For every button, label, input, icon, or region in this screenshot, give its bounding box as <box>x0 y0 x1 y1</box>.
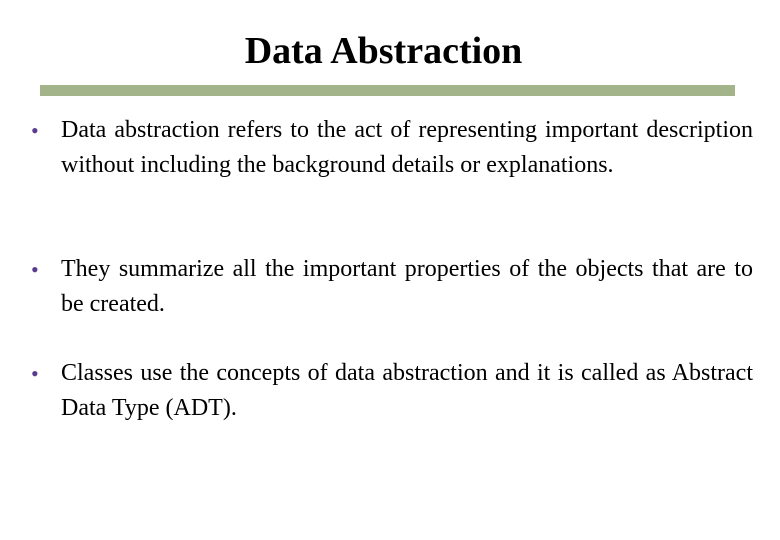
bullet-item <box>31 113 753 183</box>
slide-title: Data Abstraction <box>244 30 523 72</box>
bullet-icon: • <box>31 361 39 386</box>
bullet-text: They summarize all the important properties of the objects that are to be created. <box>61 256 753 317</box>
bullet-item <box>31 356 753 426</box>
bullet-icon: • <box>31 118 39 143</box>
bullet-text: Classes use the concepts of data abstraction and it is called as Abstract Data Type (ADT). <box>61 360 753 421</box>
bullet-item <box>31 252 753 322</box>
bullet-text: Data abstraction refers to the act of representing important description without including the background details or explanations. <box>61 117 753 178</box>
bullet-icon: • <box>31 257 39 282</box>
